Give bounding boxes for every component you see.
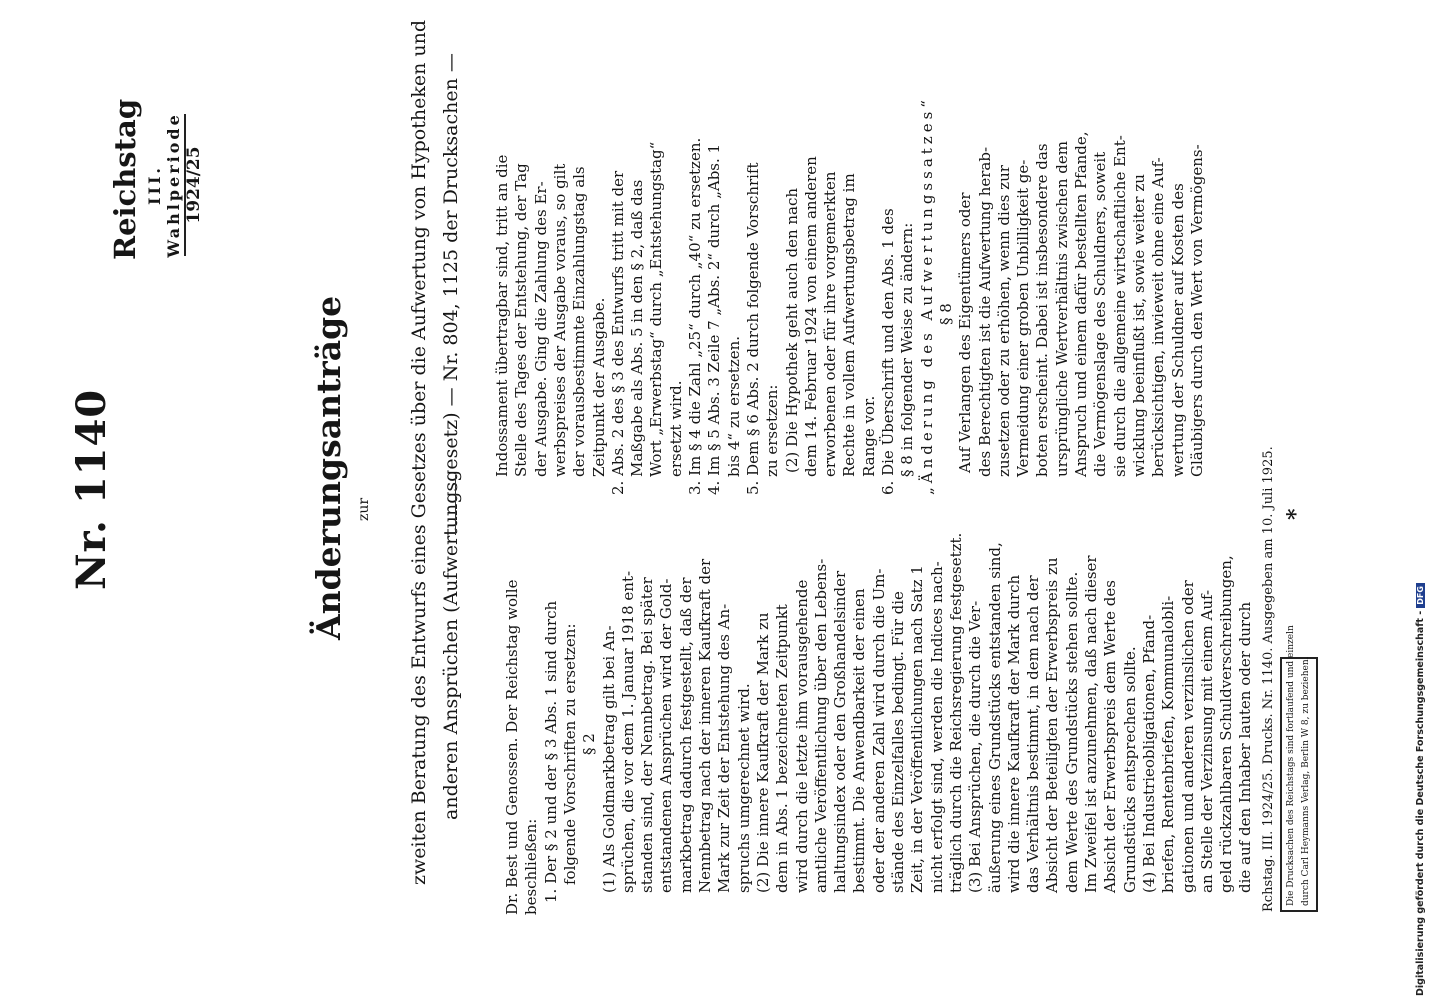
left-column-line: geld rückzahlbaren Schuldverschreibungen, [1217,555,1236,893]
left-column-line: an Stelle der Verzinsung mit einem Auf- [1197,589,1216,893]
left-column-line: (2) Die innere Kaufkraft der Mark zu [753,612,772,893]
dfg-badge: DFG [1416,583,1425,608]
left-column-line: stände des Einzelfalles bedingt. Für die [889,591,907,893]
session-years: 1924/25 [184,146,204,224]
star-mark: * [1283,508,1309,520]
right-column-line: Stelle des Tages der Entstehung, der Tag [512,163,531,477]
left-column-line: Zeit, in der Veröffentlichungen nach Satz 1 [908,565,927,893]
left-column-line: haltungsindex oder den Großhandelsinder [831,570,850,893]
right-column-line: wicklung beeinflußt ist, sowie weiter zu [1129,174,1148,477]
right-column-line: sie durch die allgemeine wirtschaftliche Ent- [1110,135,1129,477]
right-column-line: der Ausgabe. Ging die Zahlung des Er- [531,181,550,477]
left-column-line: Dr. Best und Genossen. Der Reichstag wolle [503,579,521,915]
publisher-line-1: Die Drucksachen des Reichstags sind fortlaufend und einzeln [1286,625,1296,906]
right-column-line: § 8 [936,303,955,325]
right-column-line: Range vor. [859,395,878,477]
page-title: Änderungsanträge [309,295,348,640]
left-column-line: amtliche Veröffentlichung über den Lebens- [811,558,830,893]
left-column-line: (3) Bei Ansprüchen, die durch die Ver- [966,600,985,893]
right-column-line: Auf Verlangen des Eigentümers oder [956,192,975,473]
parliament-name: Reichstag [108,98,142,260]
right-column-line: 5. Dem § 6 Abs. 2 durch folgende Vorschrift [743,162,762,495]
header-brace [184,114,190,256]
left-column-line: nicht erfolgt sind, werden die Indices nach- [927,561,946,893]
left-column-line: Absicht der Beteiligten der Erwerbspreis zu [1043,557,1062,893]
legislative-period: III. Wahlperiode [145,112,183,258]
left-column-line: § 2 [580,733,599,755]
right-column-line: wertung der Schuldner auf Kosten des [1168,183,1187,477]
left-column-line: beschließen: [522,818,541,915]
left-column-line: markbetrag dadurch festgestellt, daß der [676,577,695,893]
left-column-line: das Verhältnis bestimmt, in dem nach der [1024,575,1043,893]
left-column-line: Im Zweifel ist anzunehmen, daß nach dieser [1082,555,1100,893]
left-column-line: dem Werte des Grundstücks stehen sollte. [1062,571,1081,893]
issue-footer: Rchstag. III. 1924/25. Drucks. Nr. 1140. Ausgegeben am 10. Juli 1925. [1261,446,1276,912]
right-column-line: berücksichtigen, inwieweit ohne eine Auf- [1149,157,1168,477]
dfg-funding-note [1415,583,1426,996]
right-column-line: 2. Abs. 2 des § 3 des Entwurfs tritt mit der [608,170,627,495]
left-column-line: Mark zur Zeit der Entstehung des An- [715,603,734,893]
left-column-line: träglich durch die Reichsregierung festgesetzt. [946,532,965,893]
left-column-line: (4) Bei Industrieobligationen, Pfand- [1139,614,1158,893]
left-column-line: sprüchen, die vor dem 1. Januar 1918 ent- [618,570,637,893]
right-column-line: boten erscheint. Dabei ist insbesondere das [1033,143,1052,477]
right-column-line: Vermeidung einer groben Unbilligkeit ge- [1014,159,1033,477]
right-column-line: werbspreises der Ausgabe voraus, so gilt [550,163,569,477]
left-column-line: oder der anderen Zahl wird durch die Um- [869,568,888,893]
funding-text: Digitalisierung gefördert durch die Deutsche Forschungsgemeinschaft - [1415,610,1426,996]
right-column-line: ursprüngliche Wertverhältnis zwischen dem [1052,141,1071,477]
right-column-line: dem 14. Februar 1924 von einem anderen [801,156,820,477]
right-column-line: 6. Die Überschrift und den Abs. 1 des [879,208,897,495]
right-column-line: Gläubigers durch den Wert von Vermögens- [1187,144,1206,477]
left-column-line: Absicht der Erwerbspreis dem Werte des [1101,580,1120,893]
left-column-line: Nennbetrag nach der inneren Kaufkraft der [696,558,714,893]
right-column-line: der vorausbestimmte Einzahlungstag als [570,166,589,477]
left-column-line: briefen, Rentenbriefen, Kommunalobli- [1159,595,1178,893]
right-column-line: § 8 in folgender Weise zu ändern: [898,222,917,477]
right-column-line: ersetzt wird. [666,380,685,477]
title-connector: zur [356,497,372,521]
right-column-line: zu ersetzen: [763,384,782,477]
publisher-line-2: durch Carl Heymanns Verlag, Berlin W 8, zu beziehen. [1301,656,1311,906]
left-column-line: entstandenen Ansprüchen wird der Gold- [657,578,676,893]
right-column-line: Maßgabe als Abs. 5 in den § 2, daß das [628,179,647,477]
left-column-line: standen sind, der Nennbetrag. Bei später [638,577,657,893]
right-column-line: des Berechtigten ist die Aufwertung herab- [975,146,994,477]
left-column-line: (1) Als Goldmarkbetrag gilt bei An- [599,625,618,893]
publisher-box [1280,625,1318,912]
right-column-line: Indossament übertragbar sind, tritt an die [493,154,511,477]
left-column-line: bestimmt. Die Anwendbarkeit der einen [850,588,869,893]
document-number: Nr. 1140 [68,388,115,590]
right-column-line: 3. Im § 4 die Zahl „25“ durch „40“ zu ersetzen. [686,137,704,495]
intro-line: anderen Ansprüchen (Aufwertungsgesetz) — Nr. 804, 1125 der Drucksachen — [440,53,462,820]
right-column-line: Wort „Erwerbstag“ durch „Entstehungstag“ [647,141,666,477]
right-column-line: Rechte in vollem Aufwertungsbetrag im [840,173,859,477]
right-column-line: Zeitpunkt der Ausgabe. [589,297,608,477]
left-column-line: folgende Vorschriften zu ersetzen: [560,623,579,885]
right-column-line: „Änderung des Aufwertungssatzes“ [917,96,936,495]
intro-line: zweiten Beratung des Entwurfs eines Gesetzes über die Aufwertung von Hypotheken und [408,19,430,885]
right-column-line: zusetzen oder zu erhöhen, wenn dies zur [994,165,1013,477]
right-column-line: erworbenen oder für ihre vorgemerkten [821,171,840,477]
divider-rule [455,475,456,535]
left-column-line: 1. Der § 2 und der § 3 Abs. 1 sind durch [541,600,560,903]
left-column-line: äußerung eines Grundstücks entstanden sind, [985,542,1004,893]
left-column-line: gationen und anderen verzinslichen oder [1178,580,1197,893]
left-column-line: dem in Abs. 1 bezeichneten Zeitpunkt [773,604,792,893]
left-column-line: wird die innere Kaufkraft der Mark durch [1004,574,1023,893]
right-column-line: (2) Die Hypothek geht auch den nach [782,187,801,473]
right-column-line: bis 4“ zu ersetzen. [724,335,743,477]
left-column-line: die auf den Inhaber lauten oder durch [1236,601,1255,893]
left-column-line: spruchs umgerechnet wird. [734,683,753,893]
left-column-line: Grundstücks entsprechen sollte. [1120,646,1139,893]
right-column-line: 4. Im § 5 Abs. 3 Zeile 7 „Abs. 2“ durch „Abs. 1 [705,143,724,495]
right-column-line: Anspruch und einem dafür bestellten Pfande, [1072,131,1090,477]
left-column-line: wird durch die letzte ihm vorausgehende [792,579,811,893]
right-column-line: die Vermögenslage des Schuldners, soweit [1091,151,1110,477]
